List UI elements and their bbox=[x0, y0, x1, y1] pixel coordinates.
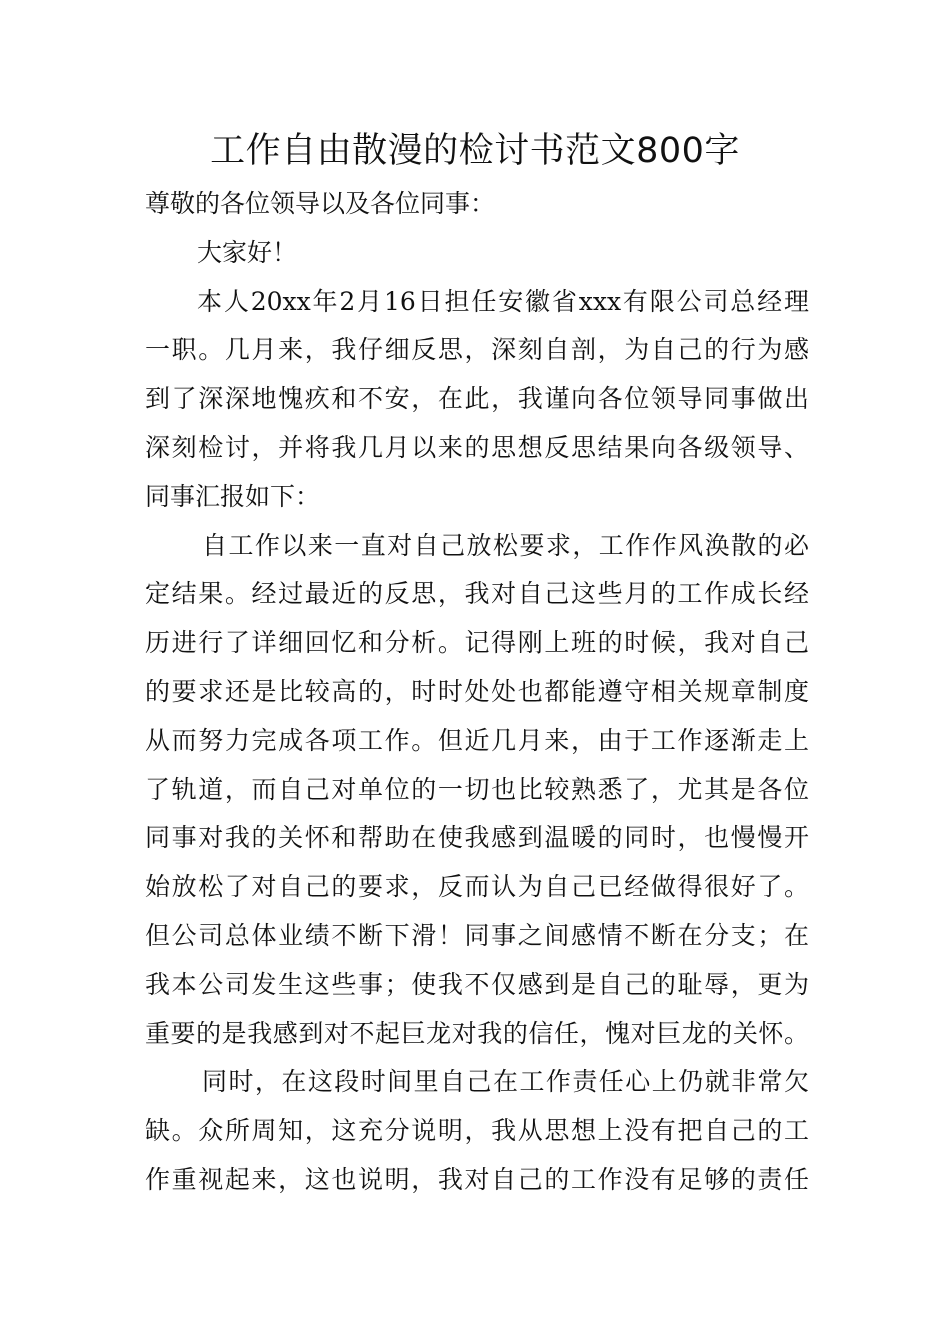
paragraph-line: 深刻检讨，并将我几月以来的思想反思结果向各级领导、 bbox=[145, 432, 809, 462]
paragraph-line: 同事汇报如下： bbox=[145, 481, 321, 511]
paragraph-line: 我本公司发生这些事；使我不仅感到是自己的耻辱，更为 bbox=[145, 969, 809, 999]
paragraph-line: 从而努力完成各项工作。但近几月来，由于工作逐渐走上 bbox=[145, 725, 809, 755]
paragraph-line: 了轨道，而自己对单位的一切也比较熟悉了，尤其是各位 bbox=[145, 774, 809, 804]
paragraph-line: 作重视起来，这也说明，我对自己的工作没有足够的责任 bbox=[145, 1164, 809, 1194]
paragraph-line: 自工作以来一直对自己放松要求，工作作风涣散的必 bbox=[202, 530, 809, 560]
paragraph-line: 一职。几月来，我仔细反思，深刻自剖，为自己的行为感 bbox=[145, 335, 809, 365]
paragraph-line: 的要求还是比较高的，时时处处也都能遵守相关规章制度 bbox=[145, 676, 809, 706]
paragraph-line: 重要的是我感到对不起巨龙对我的信任，愧对巨龙的关怀。 bbox=[145, 1018, 809, 1048]
paragraph-line: 定结果。经过最近的反思，我对自己这些月的工作成长经 bbox=[145, 579, 809, 609]
salutation-line: 尊敬的各位领导以及各位同事： bbox=[145, 189, 496, 218]
document-body bbox=[145, 180, 809, 1205]
document-title: 工作自由散漫的检讨书范文800字 bbox=[210, 131, 740, 171]
paragraph-line: 历进行了详细回忆和分析。记得刚上班的时候，我对自己 bbox=[145, 628, 809, 658]
greeting-line: 大家好！ bbox=[197, 237, 298, 267]
paragraph-line: 本人20xx年2月16日担任安徽省xxx有限公司总经理 bbox=[197, 286, 809, 316]
paragraph-line: 到了深深地愧疚和不安，在此，我谨向各位领导同事做出 bbox=[145, 384, 809, 414]
paragraph-line: 同事对我的关怀和帮助在使我感到温暖的同时，也慢慢开 bbox=[145, 823, 809, 853]
paragraph-line: 同时，在这段时间里自己在工作责任心上仍就非常欠 bbox=[202, 1067, 809, 1097]
paragraph-line: 但公司总体业绩不断下滑！同事之间感情不断在分支；在 bbox=[145, 920, 809, 950]
paragraph-line: 始放松了对自己的要求，反而认为自己已经做得很好了。 bbox=[145, 872, 809, 902]
paragraph-line: 缺。众所周知，这充分说明，我从思想上没有把自己的工 bbox=[145, 1116, 809, 1146]
